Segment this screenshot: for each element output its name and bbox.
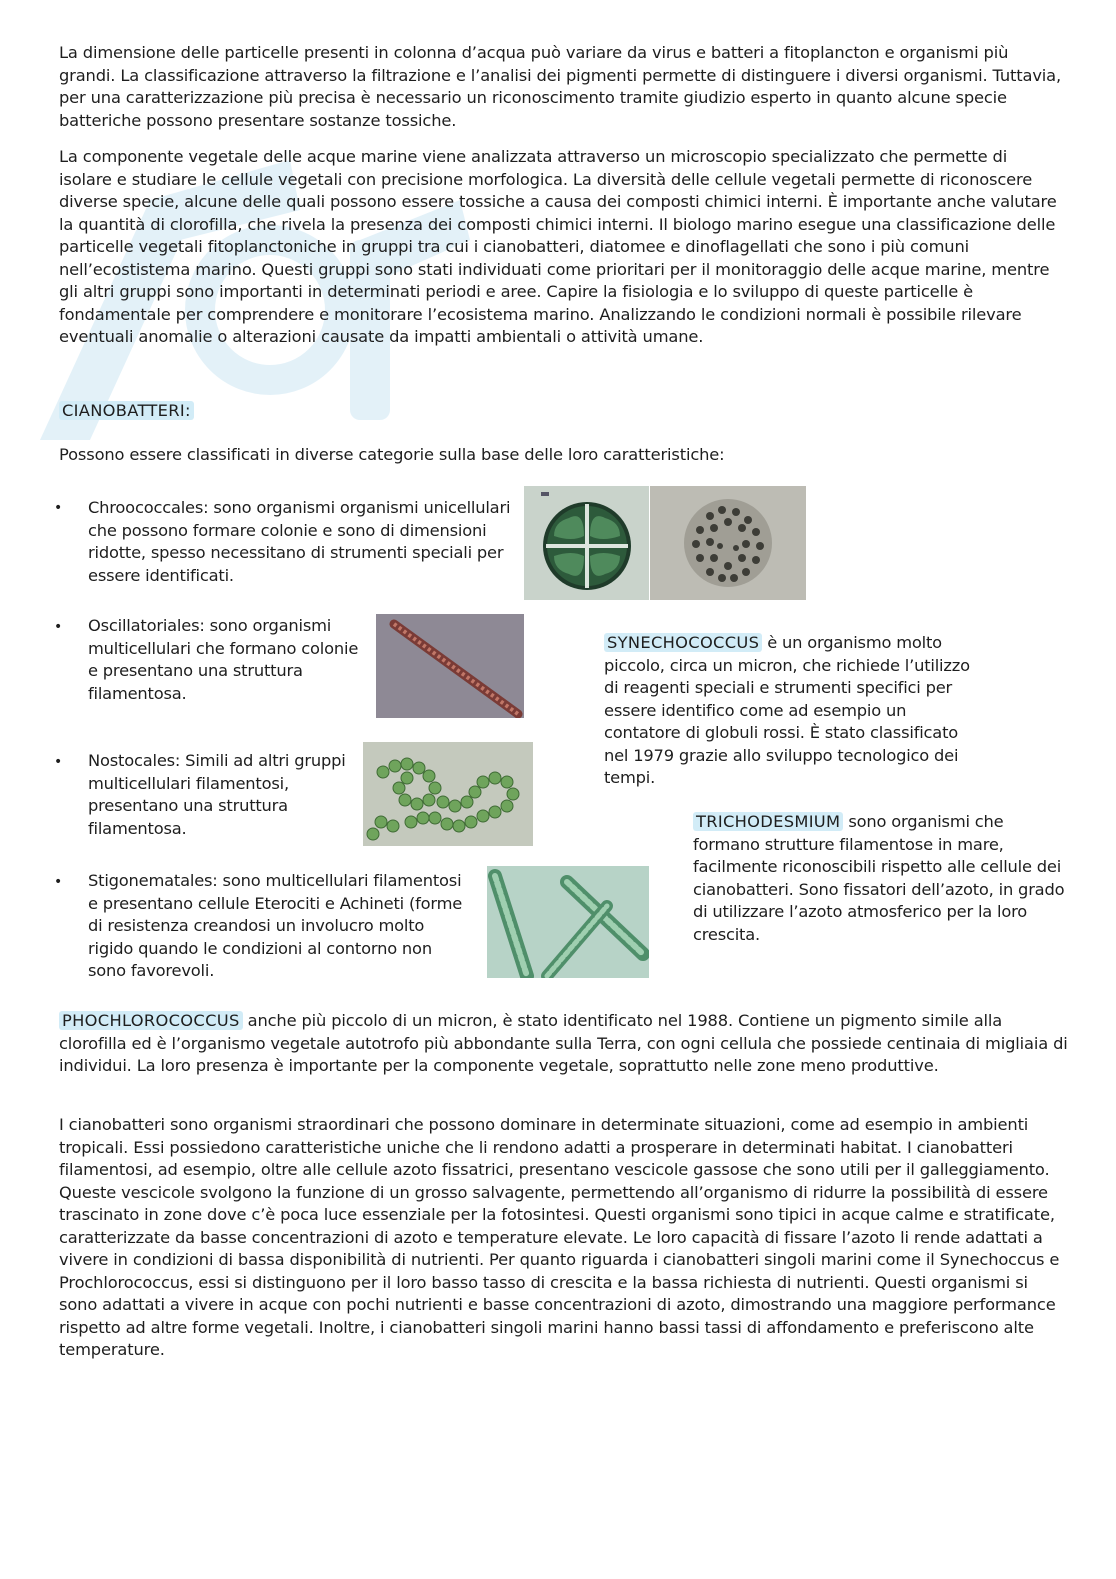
section-heading-label: CIANOBATTERI: xyxy=(59,401,194,420)
chroococcales-image-1 xyxy=(524,486,649,600)
bullet-marker: • xyxy=(54,500,63,516)
intro-paragraph-1: La dimensione delle particelle presenti in colonna d’acqua può variare da virus e batteri a fitoplancton e organismi più grandi. La classificazione attraverso la filtrazione e l’analisi dei pigmenti permette di distinguere i diversi organismi. Tuttavia, per una caratterizzazione più precisa è necessario un riconoscimento tramite giudizio esperto in quanto alcune specie batteriche possono presentare sostanze tossiche. xyxy=(59,43,1062,130)
trichodesmium-term: TRICHODESMIUM xyxy=(693,812,843,831)
synechococcus-note xyxy=(604,632,984,790)
colony-cluster-icon xyxy=(650,486,806,600)
trichodesmium-text: sono organismi che formano strutture filamentose in mare, facilmente riconoscibili rispetto alle cellule dei cianobatteri. Sono fissatori dell’azoto, in grado di utilizzare l’azoto atmosferico per la loro crescita. xyxy=(693,812,1065,944)
nostocales-image xyxy=(363,742,533,846)
chroococcales-image-2 xyxy=(650,486,806,600)
closing-paragraph: I cianobatteri sono organismi straordinari che possono dominare in determinate situazioni, come ad esempio in ambienti tropicali. Essi possiedono caratteristiche uniche che li rendono adatti a prosperare in determinati habitat. I cianobatteri filamentosi, ad esempio, oltre alle cellule azoto fissatrici, presentano vescicole gassose che sono utili per il galleggiamento. Queste vescicole svolgono la funzione di un grosso salvagente, permettendo all’organismo di ridurre la possibilità di essere trascinato in zone dove c’è poca luce essenziale per la fotosintesi. Questi organismi sono tipici in acque calme e stratificate, caratterizzate da basse concentrazioni di azoto e temperature elevate. Le loro capacità di fissare l’azoto li rende adattati a vivere in condizioni di bassa disponibilità di nutrienti. Per quanto riguarda i cianobatteri singoli marini come il Synechoccus e Prochlorococcus, essi si distinguono per il loro basso tasso di crescita e la bassa richiesta di nutrienti. Questi organismi si sono adattati a vivere in acque con pochi nutrienti e basse concentrazioni di azoto, dimostrando una maggiore performance rispetto ad altre forme vegetali. Inoltre, i cianobatteri singoli marini hanno bassi tassi di affondamento e preferiscono alte temperature. xyxy=(59,1115,1060,1359)
intro-paragraph-2: La componente vegetale delle acque marine viene analizzata attraverso un microscopio specializzato che permette di isolare e studiare le cellule vegetali con precisione morfologica. La diversità delle cellule vegetali permette di riconoscere diverse specie, alcune delle quali possono essere tossiche a causa dei composti chimici interni. È importante anche valutare la quantità di clorofilla, che rivela la presenza dei composti chimici interni. Il biologo marino esegue una classificazione delle particelle vegetali fitoplanctoniche in gruppi tra cui i cianobatteri, diatomee e dinoflagellati che sono i più comuni nell’ecostistema marino. Questi gruppi sono stati individuati come prioritari per il monitoraggio delle acque marine, mentre gli altri gruppi sono importanti in determinati periodi e aree. Capire la fisiologia e lo sviluppo di queste particelle è fondamentale per comprendere e monitorare l’ecosistema marino. Analizzando le condizioni normali è possibile rilevare eventuali anomalie o alterazioni causate da impatti ambientali o attività umane. xyxy=(59,147,1057,346)
list-item-chroococcales: Chroococcales: sono organismi organismi unicellulari che possono formare colonie e sono di dimensioni ridotte, spesso necessitano di strumenti speciali per essere identificati. xyxy=(88,498,511,585)
bead-chain-icon xyxy=(363,742,533,846)
bullet-marker: • xyxy=(54,754,63,770)
bullet-marker: • xyxy=(54,874,63,890)
branching-filament-icon xyxy=(487,866,649,978)
section-intro: Possono essere classificati in diverse categorie sulla base delle loro caratteristiche: xyxy=(59,445,725,464)
synechococcus-text: è un organismo molto piccolo, circa un micron, che richiede l’utilizzo di reagenti speciali e strumenti specifici per essere identifico come ad esempio un contatore di globuli rossi. È stato classificato nel 1979 grazie allo sviluppo tecnologico dei tempi. xyxy=(604,633,970,787)
trichodesmium-note xyxy=(693,811,1065,946)
prochlorococcus-term: PHOCHLOROCOCCUS xyxy=(59,1011,243,1030)
stigonematales-image xyxy=(487,866,649,978)
filament-icon xyxy=(376,614,524,718)
oscillatoriales-image xyxy=(376,614,524,718)
list-item-oscillatoriales: Oscillatoriales: sono organismi multicellulari che formano colonie e presentano una struttura filamentosa. xyxy=(88,616,359,703)
list-item-nostocales: Nostocales: Simili ad altri gruppi multicellulari filamentosi, presentano una struttura filamentosa. xyxy=(88,751,346,838)
section-heading xyxy=(59,400,194,423)
chroococcus-cells-icon xyxy=(524,486,649,600)
synechococcus-term: SYNECHOCOCCUS xyxy=(604,633,762,652)
bullet-marker: • xyxy=(54,619,63,635)
list-item-stigonematales: Stigonematales: sono multicellulari filamentosi e presentano cellule Eterociti e Achineti (forme di resistenza creandosi un involucro molto rigido quando le condizioni al contorno non sono favorevoli. xyxy=(88,871,463,980)
prochlorococcus-text: anche più piccolo di un micron, è stato identificato nel 1988. Contiene un pigmento simile alla clorofilla ed è l’organismo vegetale autotrofo più abbondante sulla Terra, con ogni cellula che possiede centinaia di migliaia di individui. La loro presenza è importante per la componente vegetale, soprattutto nelle zone meno produttive. xyxy=(59,1011,1068,1075)
prochlorococcus-paragraph xyxy=(59,1010,1071,1078)
